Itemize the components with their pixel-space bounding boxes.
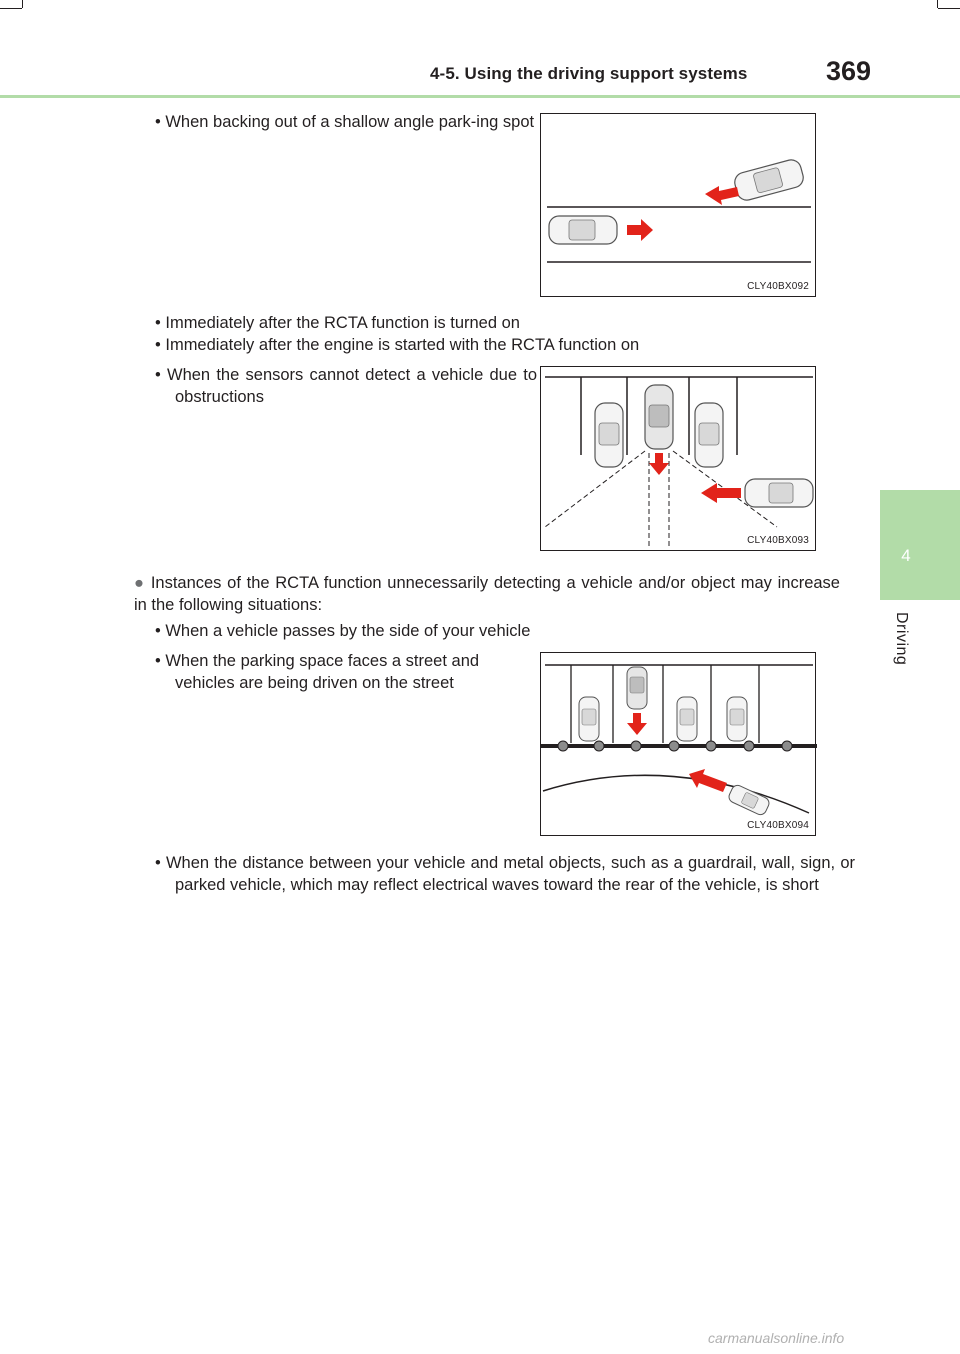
crop-mark: [0, 8, 22, 9]
own-car-icon: [549, 216, 617, 244]
obstructions-illustration: [541, 367, 817, 552]
arrow-left-icon: [689, 769, 727, 792]
list-item-engine-started: • Immediately after the engine is started with the RCTA function on: [155, 336, 640, 354]
parked-car-icon: [579, 697, 599, 741]
crop-mark: [22, 0, 23, 8]
moving-car-icon: [733, 158, 806, 203]
arrow-left-icon: [705, 186, 739, 205]
list-item-passing-vehicle: • When a vehicle passes by the side of your vehicle: [155, 622, 531, 640]
page-number: 369: [826, 56, 872, 86]
figure-code: CLY40BX093: [747, 535, 809, 546]
street-car-icon: [727, 783, 771, 816]
watermark: carmanualsonline.info: [708, 1330, 845, 1346]
parked-car-icon: [677, 697, 697, 741]
parked-car-icon: [727, 697, 747, 741]
parked-car-icon: [595, 403, 623, 467]
section-title: 4-5. Using the driving support systems: [430, 64, 748, 83]
header-divider: [0, 95, 960, 98]
figure-code: CLY40BX092: [747, 281, 809, 292]
own-car-icon: [645, 385, 673, 449]
instances-paragraph: [134, 572, 840, 616]
arrow-down-icon: [627, 713, 647, 735]
list-item-metal-objects: • When the distance between your vehicle and metal objects, such as a guardrail, wall, sign, or parked vehicle, which may reflect electrical waves toward the rear of the vehicle, is short: [155, 854, 855, 894]
own-car-icon: [627, 667, 647, 709]
list-item-street-facing: • When the parking space faces a street and vehicles are being driven on the street: [155, 652, 480, 692]
street-facing-illustration: [541, 653, 817, 837]
paragraph-text: Instances of the RCTA function unnecessarily detecting a vehicle and/or object may increase in the following situations:: [134, 574, 840, 614]
crop-mark: [938, 8, 960, 9]
arrow-down-icon: [649, 453, 669, 475]
circle-bullet-icon: ●: [134, 574, 146, 592]
chapter-tab: [880, 490, 960, 600]
figure-shallow-angle: [540, 113, 816, 297]
chapter-number: 4: [901, 546, 911, 565]
list-item-shallow-angle: • When backing out of a shallow angle park-ing spot: [155, 113, 535, 131]
figure-obstructions: [540, 366, 816, 551]
arrow-right-icon: [627, 219, 653, 241]
list-item-function-on: • Immediately after the RCTA function is turned on: [155, 314, 520, 332]
crop-mark: [937, 0, 938, 8]
figure-code: CLY40BX094: [747, 820, 809, 831]
shallow-angle-illustration: [541, 114, 817, 298]
approaching-car-icon: [745, 479, 813, 507]
list-item-obstructions: • When the sensors cannot detect a vehicle due to obstructions: [155, 366, 537, 406]
chapter-label: Driving: [893, 612, 910, 666]
parked-car-icon: [695, 403, 723, 467]
figure-street-facing: [540, 652, 816, 836]
